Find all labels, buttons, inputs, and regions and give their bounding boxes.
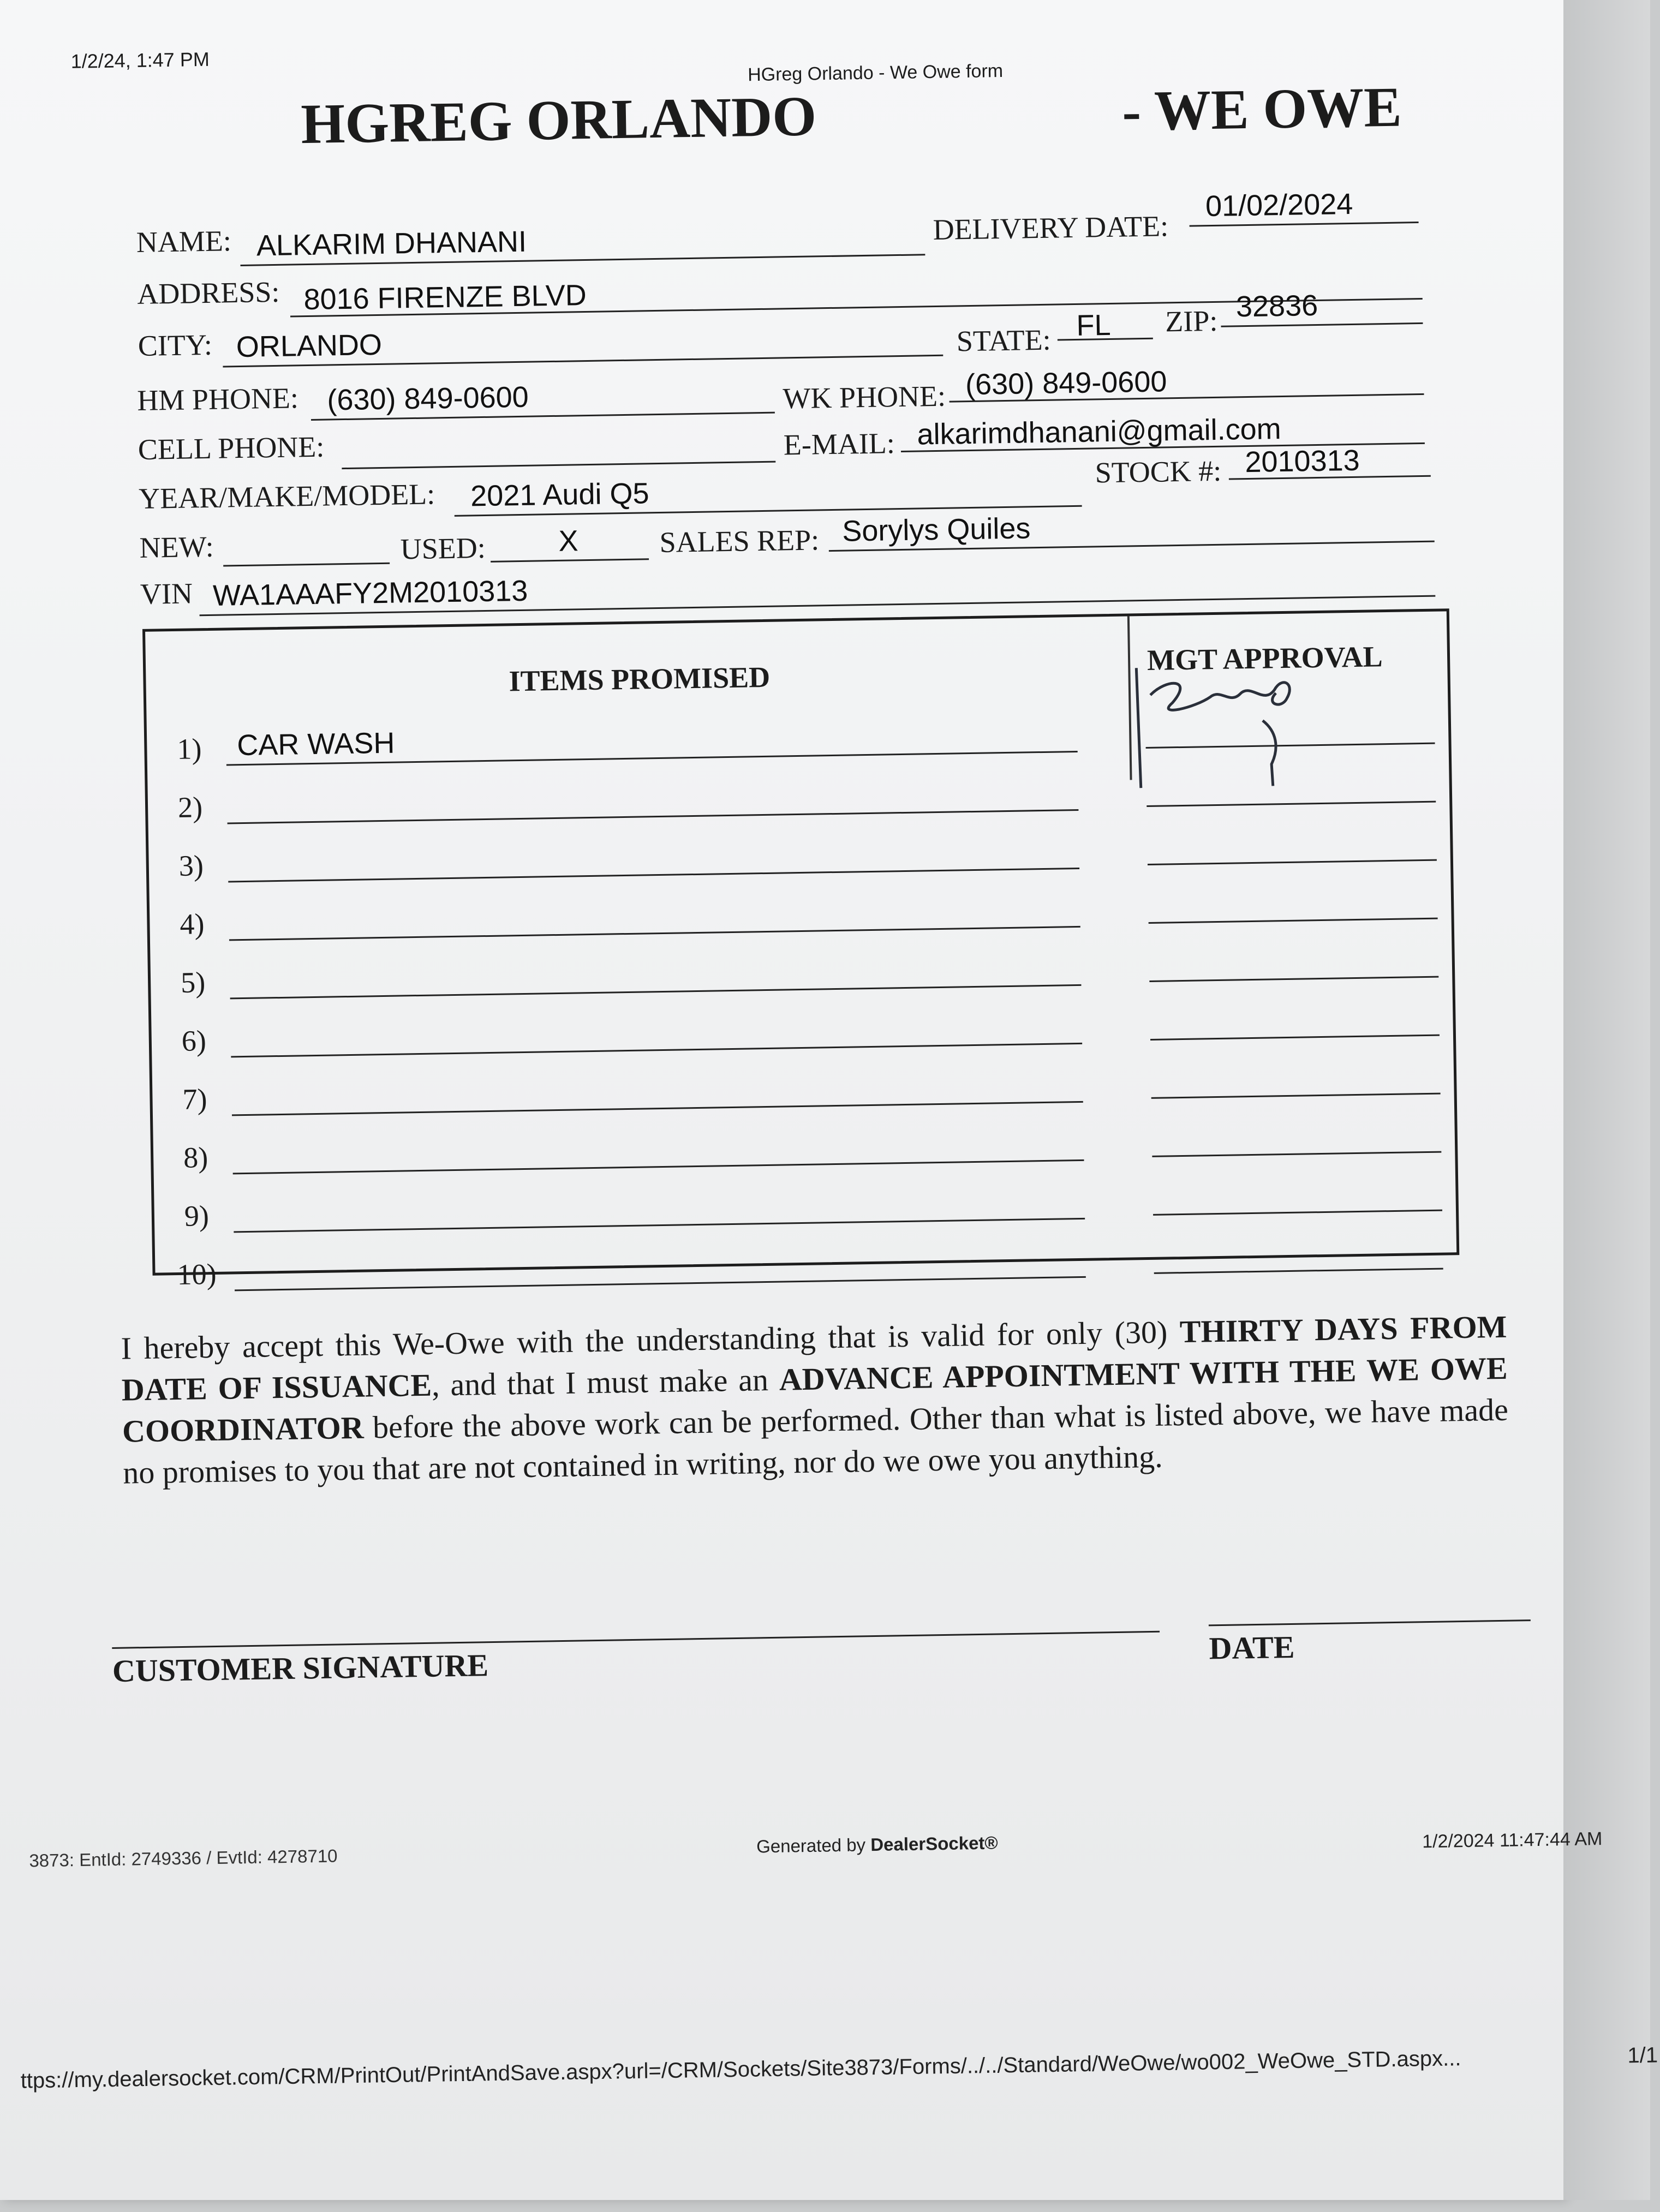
stock-label: STOCK #:	[1095, 454, 1222, 489]
manager-signature-icon	[1128, 654, 1310, 804]
item-row-number: 1)	[176, 732, 202, 766]
cell-phone-line	[342, 461, 775, 469]
mgt-approval-header: MGT APPROVAL	[1147, 640, 1383, 677]
sales-rep-value: Sorylys Quiles	[841, 512, 1031, 548]
year-make-model-label: YEAR/MAKE/MODEL:	[138, 477, 435, 515]
print-footer-page: 1/1	[1627, 2043, 1658, 2068]
approval-row-line	[1149, 976, 1438, 982]
print-page-title: HGreg Orlando - We Owe form	[747, 60, 1004, 86]
item-row-number: 7)	[182, 1083, 207, 1116]
approval-row-line	[1154, 1268, 1443, 1274]
customer-signature-line	[112, 1631, 1160, 1649]
disclaimer-part-2: , and that I must make an	[431, 1361, 780, 1403]
email-label: E-MAIL:	[783, 427, 895, 462]
item-row-number: 2)	[177, 791, 203, 824]
city-label: CITY:	[138, 328, 213, 362]
wk-phone-value: (630) 849-0600	[965, 365, 1167, 402]
form-title-we-owe: - WE OWE	[1121, 75, 1402, 143]
item-row-line	[229, 926, 1080, 941]
hm-phone-label: HM PHONE:	[136, 381, 299, 417]
used-label: USED:	[400, 531, 486, 566]
print-footer-url: ttps://my.dealersocket.com/CRM/PrintOut/PrintAndSave.aspx?url=/CRM/Sockets/Site3873/Forms/../../Standard/WeOwe/wo002_WeOwe_STD.aspx...	[20, 2046, 1461, 2093]
vin-label: VIN	[140, 577, 193, 611]
disclaimer-part-3: before the above work can be performed. Other than what is listed above, we have made no promises to you that are not contained in writing, nor do we owe you anything.	[122, 1391, 1509, 1491]
item-row-number: 4)	[180, 907, 205, 941]
disclaimer-text	[121, 1306, 1509, 1494]
delivery-date-value: 01/02/2024	[1205, 187, 1353, 223]
address-label: ADDRESS:	[136, 275, 280, 310]
sales-rep-label: SALES REP:	[659, 523, 820, 559]
item-row-line	[235, 1276, 1086, 1292]
item-row-line	[230, 984, 1082, 1000]
city-value: ORLANDO	[236, 328, 383, 364]
date-signature-label: DATE	[1209, 1629, 1295, 1666]
print-timestamp: 1/2/24, 1:47 PM	[70, 47, 210, 73]
item-row-number: 6)	[181, 1024, 207, 1057]
items-promised-header: ITEMS PROMISED	[509, 660, 771, 698]
item-row-line	[228, 809, 1079, 824]
used-value: X	[558, 524, 579, 558]
item-row-line	[234, 1218, 1085, 1233]
approval-row-line	[1150, 1035, 1440, 1041]
used-line	[491, 558, 649, 563]
new-label: NEW:	[139, 530, 214, 564]
footer-timestamp: 1/2/2024 11:47:44 AM	[1422, 1828, 1603, 1852]
item-row-number: 5)	[180, 966, 206, 999]
date-signature-line	[1209, 1619, 1531, 1626]
name-label: NAME:	[136, 224, 232, 259]
item-row-line	[228, 868, 1079, 883]
form-title-dealer: HGREG ORLANDO	[300, 85, 817, 156]
item-row-number: 9)	[184, 1199, 210, 1233]
customer-signature-label: CUSTOMER SIGNATURE	[112, 1647, 489, 1689]
footer-generated-prefix: Generated by	[756, 1834, 871, 1857]
address-value: 8016 FIRENZE BLVD	[303, 279, 587, 316]
approval-row-line	[1152, 1151, 1441, 1157]
year-make-model-value: 2021 Audi Q5	[470, 477, 649, 513]
footer-generated-by	[756, 1833, 998, 1857]
item-row-line	[233, 1159, 1084, 1175]
vin-value: WA1AAAFY2M2010313	[212, 574, 528, 612]
approval-row-line	[1148, 859, 1437, 865]
state-value: FL	[1076, 308, 1111, 342]
footer-entity-ids: 3873: EntId: 2749336 / EvtId: 4278710	[29, 1845, 338, 1871]
disclaimer-bold-2: ADVANCE APPOINTMENT WITH THE WE OWE COORDINATOR	[122, 1350, 1508, 1449]
hm-phone-value: (630) 849-0600	[326, 380, 529, 417]
approval-row-line	[1153, 1210, 1442, 1216]
stock-value: 2010313	[1244, 444, 1360, 479]
approval-row-line	[1151, 1093, 1441, 1099]
item-row-number: 8)	[183, 1141, 208, 1174]
disclaimer-part-1: I hereby accept this We-Owe with the understanding that is valid for only (30)	[121, 1314, 1180, 1366]
cell-phone-label: CELL PHONE:	[138, 430, 325, 466]
email-value: alkarimdhanani@gmail.com	[917, 412, 1282, 451]
item-row-text: CAR WASH	[236, 726, 395, 762]
approval-row-line	[1149, 918, 1438, 924]
items-table	[142, 608, 1459, 1292]
disclaimer-bold-1: THIRTY DAYS FROM DATE OF ISSUANCE	[121, 1308, 1507, 1408]
footer-brand: DealerSocket®	[870, 1832, 998, 1855]
item-row-line	[232, 1101, 1083, 1116]
name-value: ALKARIM DHANANI	[256, 225, 527, 262]
item-row-number: 10)	[177, 1257, 217, 1292]
delivery-date-label: DELIVERY DATE:	[933, 210, 1169, 247]
zip-value: 32836	[1235, 289, 1318, 324]
item-row-number: 3)	[178, 849, 204, 882]
wk-phone-label: WK PHONE:	[783, 379, 946, 415]
state-label: STATE:	[956, 323, 1052, 358]
new-line	[223, 563, 390, 567]
item-row-line	[231, 1043, 1082, 1058]
zip-label: ZIP:	[1165, 304, 1218, 338]
